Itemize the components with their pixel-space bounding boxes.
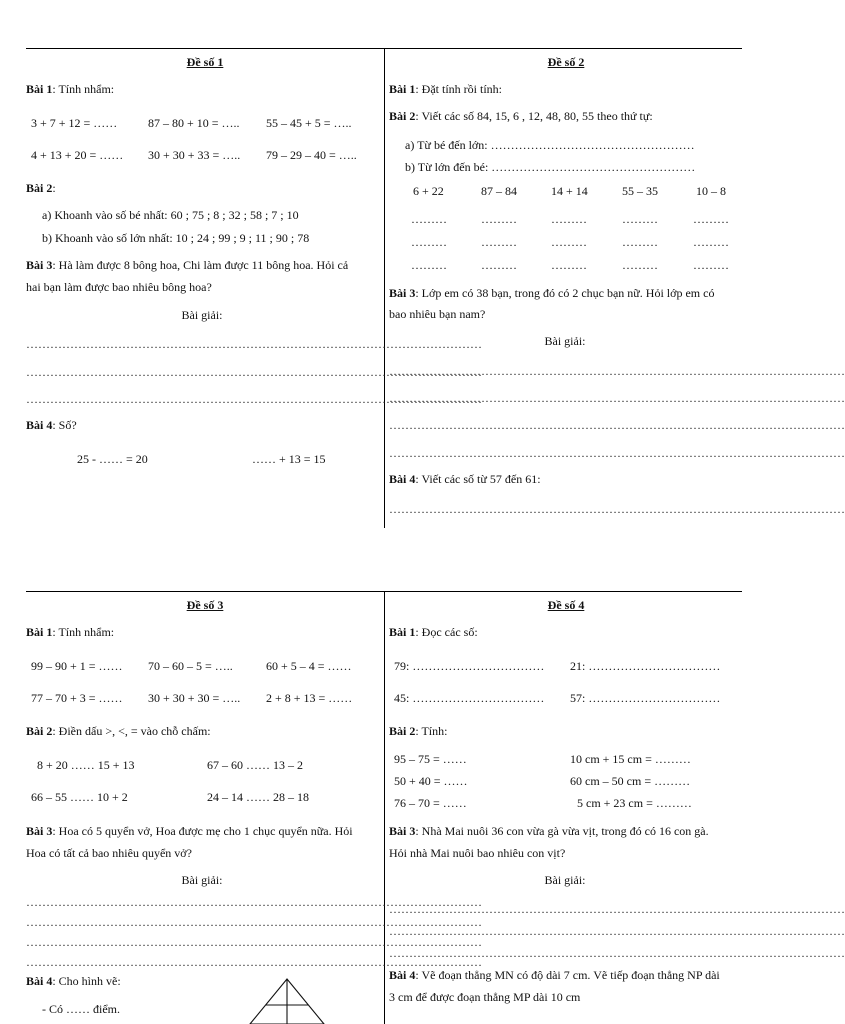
exam-2-answer-line: …………………………………………………………………………………………………… [389,502,845,516]
exam-3-ex1-item: 77 – 70 + 3 = …… [31,691,123,705]
exam-2-answer-line: …………………………………………………………………………………………………… [389,418,845,432]
exam-4-answer-line: …………………………………………………………………………………………………… [389,946,845,960]
exam-3-answer-line: …………………………………………………………………………………………………… [26,935,482,949]
calc-blank: ……… [411,258,447,272]
exam-1-ex4-right: …… + 13 = 15 [252,452,326,466]
exam-1-ex2-a: a) Khoanh vào số bé nhất: 60 ; 75 ; 8 ; 32 ; 58 ; 7 ; 10 [42,208,299,222]
calc-blank: ……… [481,258,517,272]
exam-3-ex4-heading: Bài 4: Cho hình vẽ: [26,974,121,988]
exam-4-calc-item: 95 – 75 = …… [394,752,467,766]
exam-3-title: Đề số 3 [186,598,224,612]
exam-1-ex3-line2: hai bạn làm được bao nhiêu bông hoa? [26,280,212,294]
exam-2-title: Đề số 2 [547,55,585,69]
exam-1-ex2-heading: Bài 2: [26,181,56,195]
exam-2-solution-label: Bài giải: [544,334,586,348]
exam-2-ex2-a: a) Từ bé đến lớn: …………………………………………… [405,138,695,152]
calc-blank: ……… [481,212,517,226]
exam-4-answer-line: …………………………………………………………………………………………………… [389,902,845,916]
exam-2-ex2-heading: Bài 2: Viết các số 84, 15, 6 , 12, 48, 80, 55 theo thứ tự: [389,109,653,123]
exam-3-compare-item: 67 – 60 …… 13 – 2 [207,758,303,772]
exam-4-read-item: 45: …………………………… [394,691,545,705]
exam-3-compare-item: 66 – 55 …… 10 + 2 [31,790,128,804]
exam-1-ex2-b: b) Khoanh vào số lớn nhất: 10 ; 24 ; 99 ; 9 ; 11 ; 90 ; 78 [42,231,310,245]
exam-2-calc-item: 10 – 8 [696,184,726,198]
calc-blank: ……… [551,258,587,272]
exam-1-solution-label: Bài giải: [181,308,223,322]
exam-4-ex4-line2: 3 cm để được đoạn thẳng MP dài 10 cm [389,990,581,1004]
calc-blank: ……… [693,212,729,226]
exam-2-ex2-b: b) Từ lớn đến bé: …………………………………………… [405,160,696,174]
calc-blank: ……… [622,258,658,272]
exam-4-ex1-heading: Bài 1: Đọc các số: [389,625,478,639]
exam-2-answer-line: …………………………………………………………………………………………………… [389,391,845,405]
exam-2-ex3-heading: Bài 3: Lớp em có 38 bạn, trong đó có 2 chục bạn nữ. Hỏi lớp em có [389,286,715,300]
exam-3-ex1-heading: Bài 1: Tính nhẩm: [26,625,115,639]
exam-3-ex1-item: 60 + 5 – 4 = …… [266,659,352,673]
exam-4-calc-item: 10 cm + 15 cm = ……… [570,752,691,766]
exam-3-ex1-item: 2 + 8 + 13 = …… [266,691,353,705]
exam-3-ex2-heading: Bài 2: Điền dấu >, <, = vào chỗ chấm: [26,724,211,738]
exam-4-calc-item: 5 cm + 23 cm = ……… [577,796,692,810]
exam-4-ex4-heading: Bài 4: Vẽ đoạn thẳng MN có độ dài 7 cm. Vẽ tiếp đoạn thẳng NP dài [389,968,720,982]
exam-1-ex1-item: 79 – 29 – 40 = ….. [266,148,357,162]
exam-1-answer-line: …………………………………………………………………………………………………… [26,392,482,406]
exam-1-ex1-item: 4 + 13 + 20 = …… [31,148,124,162]
exam-1-ex1-item: 3 + 7 + 12 = …… [31,116,118,130]
calc-blank: ……… [622,235,658,249]
calc-blank: ……… [693,258,729,272]
exam-1-ex4-heading: Bài 4: Số? [26,418,77,432]
exam-1-answer-line: …………………………………………………………………………………………………… [26,365,482,379]
exam-2-calc-item: 6 + 22 [413,184,444,198]
column-divider-upper [384,48,385,528]
exam-2-ex1-heading: Bài 1: Đặt tính rồi tính: [389,82,503,96]
calc-blank: ……… [693,235,729,249]
exam-1-title: Đề số 1 [186,55,224,69]
exam-3-ex3-line2: Hoa có tất cả bao nhiêu quyển vở? [26,846,192,860]
calc-blank: ……… [551,235,587,249]
calc-blank: ……… [551,212,587,226]
exam-4-solution-label: Bài giải: [544,873,586,887]
exam-3-ex3-heading: Bài 3: Hoa có 5 quyển vở, Hoa được mẹ cho 1 chục quyển nữa. Hỏi [26,824,353,838]
exam-4-read-item: 79: …………………………… [394,659,545,673]
exam-3-ex1-item: 99 – 90 + 1 = …… [31,659,123,673]
triangle-figure [238,978,338,1024]
exam-2-calc-item: 14 + 14 [551,184,588,198]
calc-blank: ……… [411,212,447,226]
exam-4-read-item: 57: …………………………… [570,691,721,705]
exam-1-ex1-item: 30 + 30 + 33 = ….. [148,148,241,162]
exam-3-answer-line: …………………………………………………………………………………………………… [26,895,482,909]
exam-2-ex4-heading: Bài 4: Viết các số từ 57 đến 61: [389,472,541,486]
calc-blank: ……… [411,235,447,249]
exam-2-answer-line: …………………………………………………………………………………………………… [389,364,845,378]
exam-1-ex1-heading: Bài 1: Tính nhẩm: [26,82,115,96]
calc-blank: ……… [622,212,658,226]
exam-4-title: Đề số 4 [547,598,585,612]
exam-3-ex1-item: 30 + 30 + 30 = ….. [148,691,241,705]
exam-3-compare-item: 8 + 20 …… 15 + 13 [37,758,135,772]
calc-blank: ……… [481,235,517,249]
exam-1-answer-line: …………………………………………………………………………………………………… [26,337,482,351]
exam-3-answer-line: …………………………………………………………………………………………………… [26,915,482,929]
exam-2-calc-item: 87 – 84 [481,184,517,198]
exam-3-compare-item: 24 – 14 …… 28 – 18 [207,790,309,804]
exam-4-calc-item: 76 – 70 = …… [394,796,467,810]
exam-3-solution-label: Bài giải: [181,873,223,887]
exam-2-answer-line: …………………………………………………………………………………………………… [389,446,845,460]
exam-1-ex3-heading: Bài 3: Hà làm được 8 bông hoa, Chi làm được 11 bông hoa. Hỏi cả [26,258,349,272]
exam-4-calc-item: 60 cm – 50 cm = ……… [570,774,691,788]
exam-3-ex4-item: - Có …… điểm. [42,1002,120,1016]
exam-1-ex4-left: 25 - …… = 20 [77,452,148,466]
exam-3-ex1-item: 70 – 60 – 5 = ….. [148,659,233,673]
exam-4-read-item: 21: …………………………… [570,659,721,673]
exam-2-ex3-line2: bao nhiêu bạn nam? [389,307,486,321]
exam-4-answer-line: …………………………………………………………………………………………………… [389,924,845,938]
exam-4-ex3-line2: Hỏi nhà Mai nuôi bao nhiêu con vịt? [389,846,566,860]
exam-4-calc-item: 50 + 40 = …… [394,774,468,788]
exam-4-ex3-heading: Bài 3: Nhà Mai nuôi 36 con vừa gà vừa vịt, trong đó có 16 con gà. [389,824,709,838]
exam-4-ex2-heading: Bài 2: Tính: [389,724,448,738]
exam-1-ex1-item: 55 – 45 + 5 = ….. [266,116,352,130]
exam-3-answer-line: …………………………………………………………………………………………………… [26,955,482,969]
exam-1-ex1-item: 87 – 80 + 10 = ….. [148,116,240,130]
exam-2-calc-item: 55 – 35 [622,184,658,198]
